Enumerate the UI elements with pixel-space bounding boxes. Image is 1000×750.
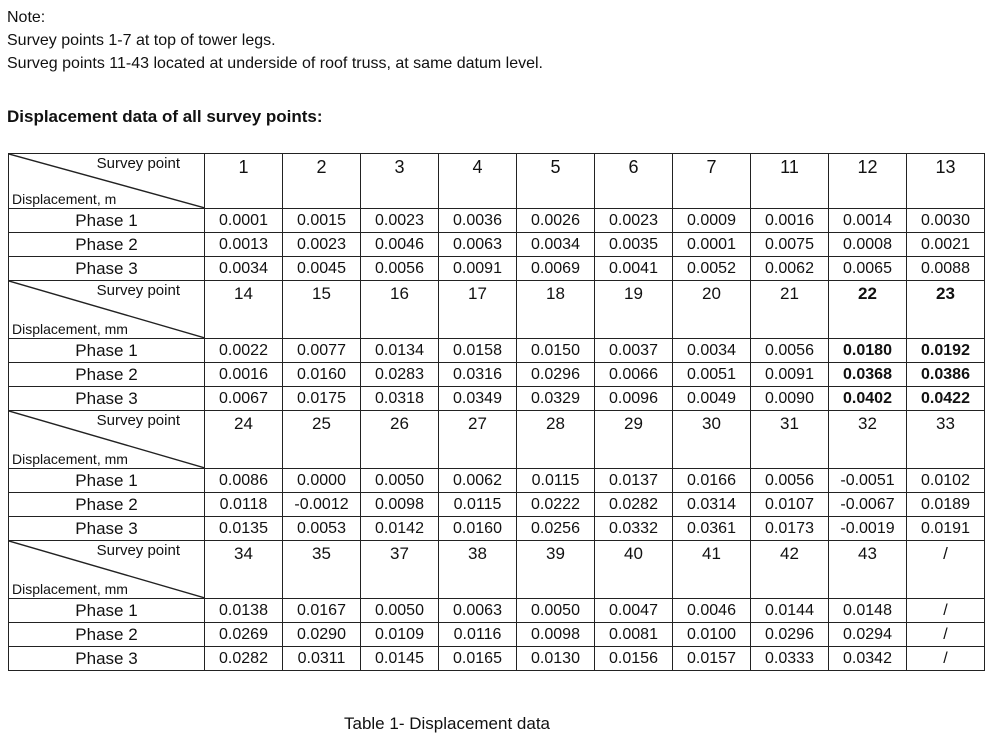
survey-point-header: 26 — [361, 411, 439, 469]
displacement-value-cell: 0.0157 — [673, 647, 751, 671]
displacement-value-cell: 0.0000 — [283, 469, 361, 493]
note-line-2: Surveg points 11-43 located at underside of roof truss, at same datum level. — [7, 55, 543, 72]
phase-label: Phase 3 — [9, 647, 205, 671]
displacement-value-cell: 0.0030 — [907, 209, 985, 233]
displacement-value-cell: 0.0175 — [283, 387, 361, 411]
displacement-value-cell: 0.0116 — [439, 623, 517, 647]
displacement-value-cell: 0.0318 — [361, 387, 439, 411]
table-row — [9, 339, 985, 363]
displacement-value-cell: 0.0088 — [907, 257, 985, 281]
displacement-value-cell: 0.0013 — [205, 233, 283, 257]
displacement-value-cell: 0.0063 — [439, 599, 517, 623]
phase-label: Phase 2 — [9, 493, 205, 517]
displacement-value-cell: 0.0053 — [283, 517, 361, 541]
displacement-value-cell: 0.0222 — [517, 493, 595, 517]
note-block — [7, 6, 543, 75]
displacement-value-cell: 0.0001 — [205, 209, 283, 233]
phase-label: Phase 2 — [9, 623, 205, 647]
corner-unit-label: Displacement, mm — [12, 451, 128, 467]
corner-header-cell — [9, 541, 205, 599]
survey-point-header: 21 — [751, 281, 829, 339]
displacement-value-cell: 0.0294 — [829, 623, 907, 647]
displacement-value-cell: 0.0316 — [439, 363, 517, 387]
displacement-value-cell: 0.0107 — [751, 493, 829, 517]
displacement-value-cell: 0.0069 — [517, 257, 595, 281]
displacement-value-cell: 0.0290 — [283, 623, 361, 647]
displacement-value-cell: 0.0014 — [829, 209, 907, 233]
corner-survey-point-label: Survey point — [96, 412, 180, 429]
phase-label: Phase 3 — [9, 257, 205, 281]
displacement-value-cell: 0.0066 — [595, 363, 673, 387]
phase-label: Phase 2 — [9, 363, 205, 387]
table-row — [9, 469, 985, 493]
survey-point-header: 1 — [205, 154, 283, 209]
survey-point-header: 31 — [751, 411, 829, 469]
displacement-value-cell: 0.0091 — [439, 257, 517, 281]
table-row — [9, 387, 985, 411]
displacement-value-cell: 0.0015 — [283, 209, 361, 233]
displacement-value-cell: 0.0001 — [673, 233, 751, 257]
displacement-value-cell: 0.0062 — [751, 257, 829, 281]
survey-point-header: 5 — [517, 154, 595, 209]
displacement-value-cell: 0.0036 — [439, 209, 517, 233]
displacement-value-cell: -0.0012 — [283, 493, 361, 517]
phase-label: Phase 1 — [9, 339, 205, 363]
displacement-value-cell: 0.0045 — [283, 257, 361, 281]
displacement-value-cell: 0.0086 — [205, 469, 283, 493]
phase-label: Phase 2 — [9, 233, 205, 257]
displacement-value-cell: 0.0115 — [439, 493, 517, 517]
table-row — [9, 257, 985, 281]
displacement-table-wrapper — [8, 153, 985, 671]
survey-point-header: 42 — [751, 541, 829, 599]
header-row — [9, 541, 985, 599]
displacement-value-cell: 0.0368 — [829, 363, 907, 387]
displacement-value-cell: 0.0311 — [283, 647, 361, 671]
displacement-value-cell: 0.0130 — [517, 647, 595, 671]
survey-point-header: 40 — [595, 541, 673, 599]
phase-label: Phase 1 — [9, 599, 205, 623]
displacement-value-cell: 0.0081 — [595, 623, 673, 647]
displacement-value-cell: 0.0009 — [673, 209, 751, 233]
survey-point-header: 23 — [907, 281, 985, 339]
displacement-value-cell: 0.0023 — [361, 209, 439, 233]
survey-point-header: 15 — [283, 281, 361, 339]
header-row — [9, 411, 985, 469]
displacement-value-cell: 0.0051 — [673, 363, 751, 387]
displacement-value-cell: 0.0016 — [751, 209, 829, 233]
displacement-value-cell: 0.0023 — [283, 233, 361, 257]
table-row — [9, 363, 985, 387]
displacement-table — [8, 153, 985, 671]
survey-point-header: 25 — [283, 411, 361, 469]
displacement-value-cell: 0.0046 — [673, 599, 751, 623]
displacement-value-cell: 0.0063 — [439, 233, 517, 257]
displacement-value-cell: 0.0056 — [751, 339, 829, 363]
survey-point-header: 6 — [595, 154, 673, 209]
displacement-value-cell: 0.0052 — [673, 257, 751, 281]
survey-point-header: 29 — [595, 411, 673, 469]
header-row — [9, 154, 985, 209]
corner-survey-point-label: Survey point — [96, 155, 180, 172]
table-row — [9, 493, 985, 517]
displacement-value-cell: 0.0049 — [673, 387, 751, 411]
displacement-value-cell: 0.0145 — [361, 647, 439, 671]
displacement-value-cell: 0.0077 — [283, 339, 361, 363]
displacement-value-cell: 0.0109 — [361, 623, 439, 647]
survey-point-header: 30 — [673, 411, 751, 469]
displacement-value-cell: 0.0056 — [361, 257, 439, 281]
displacement-value-cell: 0.0333 — [751, 647, 829, 671]
displacement-value-cell: 0.0349 — [439, 387, 517, 411]
displacement-value-cell: 0.0144 — [751, 599, 829, 623]
phase-label: Phase 1 — [9, 209, 205, 233]
displacement-value-cell: 0.0021 — [907, 233, 985, 257]
displacement-value-cell: 0.0135 — [205, 517, 283, 541]
displacement-value-cell: 0.0056 — [751, 469, 829, 493]
displacement-value-cell: 0.0160 — [283, 363, 361, 387]
displacement-value-cell: 0.0422 — [907, 387, 985, 411]
displacement-value-cell: 0.0062 — [439, 469, 517, 493]
table-row — [9, 517, 985, 541]
displacement-value-cell: 0.0332 — [595, 517, 673, 541]
displacement-value-cell: 0.0158 — [439, 339, 517, 363]
displacement-value-cell: 0.0090 — [751, 387, 829, 411]
survey-point-header: 19 — [595, 281, 673, 339]
displacement-value-cell: 0.0173 — [751, 517, 829, 541]
displacement-value-cell: 0.0034 — [205, 257, 283, 281]
displacement-value-cell: 0.0034 — [517, 233, 595, 257]
corner-header-cell — [9, 281, 205, 339]
displacement-value-cell: 0.0137 — [595, 469, 673, 493]
displacement-value-cell: 0.0035 — [595, 233, 673, 257]
survey-point-header: 41 — [673, 541, 751, 599]
survey-point-header: 18 — [517, 281, 595, 339]
displacement-value-cell: 0.0050 — [361, 469, 439, 493]
survey-point-header: 32 — [829, 411, 907, 469]
survey-point-header: 4 — [439, 154, 517, 209]
displacement-value-cell: 0.0269 — [205, 623, 283, 647]
displacement-value-cell: 0.0022 — [205, 339, 283, 363]
displacement-value-cell: 0.0096 — [595, 387, 673, 411]
displacement-value-cell: 0.0165 — [439, 647, 517, 671]
displacement-value-cell: 0.0008 — [829, 233, 907, 257]
displacement-value-cell: 0.0192 — [907, 339, 985, 363]
displacement-value-cell: 0.0283 — [361, 363, 439, 387]
displacement-value-cell: -0.0067 — [829, 493, 907, 517]
displacement-value-cell: 0.0150 — [517, 339, 595, 363]
displacement-value-cell: 0.0138 — [205, 599, 283, 623]
displacement-value-cell: 0.0016 — [205, 363, 283, 387]
displacement-value-cell: 0.0282 — [595, 493, 673, 517]
displacement-value-cell: 0.0098 — [517, 623, 595, 647]
displacement-value-cell: / — [907, 623, 985, 647]
displacement-value-cell: 0.0034 — [673, 339, 751, 363]
table-caption: Table 1- Displacement data — [344, 714, 551, 733]
displacement-value-cell: 0.0026 — [517, 209, 595, 233]
survey-point-header: 7 — [673, 154, 751, 209]
displacement-value-cell: 0.0098 — [361, 493, 439, 517]
displacement-value-cell: 0.0050 — [517, 599, 595, 623]
survey-point-header: 27 — [439, 411, 517, 469]
displacement-value-cell: 0.0386 — [907, 363, 985, 387]
displacement-value-cell: 0.0065 — [829, 257, 907, 281]
survey-point-header: 34 — [205, 541, 283, 599]
survey-point-header: 28 — [517, 411, 595, 469]
phase-label: Phase 1 — [9, 469, 205, 493]
survey-point-header: 2 — [283, 154, 361, 209]
displacement-value-cell: 0.0314 — [673, 493, 751, 517]
table-row — [9, 623, 985, 647]
survey-point-header: 16 — [361, 281, 439, 339]
displacement-value-cell: 0.0191 — [907, 517, 985, 541]
table-row — [9, 647, 985, 671]
displacement-value-cell: 0.0180 — [829, 339, 907, 363]
corner-unit-label: Displacement, m — [12, 191, 117, 207]
survey-point-header: 39 — [517, 541, 595, 599]
corner-survey-point-label: Survey point — [96, 282, 180, 299]
table-row — [9, 233, 985, 257]
phase-label: Phase 3 — [9, 387, 205, 411]
displacement-value-cell: 0.0296 — [751, 623, 829, 647]
phase-label: Phase 3 — [9, 517, 205, 541]
displacement-value-cell: 0.0342 — [829, 647, 907, 671]
survey-point-header: 14 — [205, 281, 283, 339]
header-row — [9, 281, 985, 339]
displacement-value-cell: 0.0142 — [361, 517, 439, 541]
survey-point-header: 17 — [439, 281, 517, 339]
displacement-value-cell: 0.0160 — [439, 517, 517, 541]
displacement-value-cell: 0.0156 — [595, 647, 673, 671]
section-heading: Displacement data of all survey points: — [7, 107, 323, 126]
displacement-value-cell: 0.0047 — [595, 599, 673, 623]
displacement-value-cell: 0.0041 — [595, 257, 673, 281]
survey-point-header: 3 — [361, 154, 439, 209]
displacement-value-cell: 0.0118 — [205, 493, 283, 517]
corner-survey-point-label: Survey point — [96, 542, 180, 559]
displacement-value-cell: 0.0256 — [517, 517, 595, 541]
displacement-value-cell: 0.0296 — [517, 363, 595, 387]
displacement-value-cell: 0.0329 — [517, 387, 595, 411]
displacement-value-cell: 0.0134 — [361, 339, 439, 363]
displacement-value-cell: 0.0166 — [673, 469, 751, 493]
displacement-value-cell: 0.0023 — [595, 209, 673, 233]
survey-point-header: 35 — [283, 541, 361, 599]
survey-point-header: 37 — [361, 541, 439, 599]
displacement-value-cell: 0.0102 — [907, 469, 985, 493]
table-row — [9, 209, 985, 233]
displacement-value-cell: -0.0051 — [829, 469, 907, 493]
displacement-value-cell: -0.0019 — [829, 517, 907, 541]
survey-point-header: 12 — [829, 154, 907, 209]
displacement-value-cell: 0.0050 — [361, 599, 439, 623]
table-row — [9, 599, 985, 623]
displacement-value-cell: 0.0037 — [595, 339, 673, 363]
note-line-1: Survey points 1-7 at top of tower legs. — [7, 32, 276, 49]
survey-point-header: 38 — [439, 541, 517, 599]
survey-point-header: 22 — [829, 281, 907, 339]
corner-unit-label: Displacement, mm — [12, 581, 128, 597]
survey-point-header: 20 — [673, 281, 751, 339]
corner-header-cell — [9, 411, 205, 469]
displacement-value-cell: 0.0046 — [361, 233, 439, 257]
corner-header-cell — [9, 154, 205, 209]
survey-point-header: 24 — [205, 411, 283, 469]
displacement-value-cell: 0.0091 — [751, 363, 829, 387]
survey-point-header: 11 — [751, 154, 829, 209]
displacement-value-cell: 0.0075 — [751, 233, 829, 257]
displacement-value-cell: 0.0100 — [673, 623, 751, 647]
displacement-value-cell: 0.0148 — [829, 599, 907, 623]
displacement-value-cell: 0.0282 — [205, 647, 283, 671]
corner-unit-label: Displacement, mm — [12, 321, 128, 337]
displacement-value-cell: 0.0067 — [205, 387, 283, 411]
displacement-value-cell: 0.0361 — [673, 517, 751, 541]
displacement-value-cell: / — [907, 599, 985, 623]
survey-point-header: / — [907, 541, 985, 599]
displacement-value-cell: 0.0167 — [283, 599, 361, 623]
displacement-value-cell: 0.0402 — [829, 387, 907, 411]
survey-point-header: 33 — [907, 411, 985, 469]
survey-point-header: 43 — [829, 541, 907, 599]
note-title: Note: — [7, 9, 46, 26]
displacement-value-cell: 0.0115 — [517, 469, 595, 493]
survey-point-header: 13 — [907, 154, 985, 209]
displacement-value-cell: 0.0189 — [907, 493, 985, 517]
displacement-value-cell: / — [907, 647, 985, 671]
